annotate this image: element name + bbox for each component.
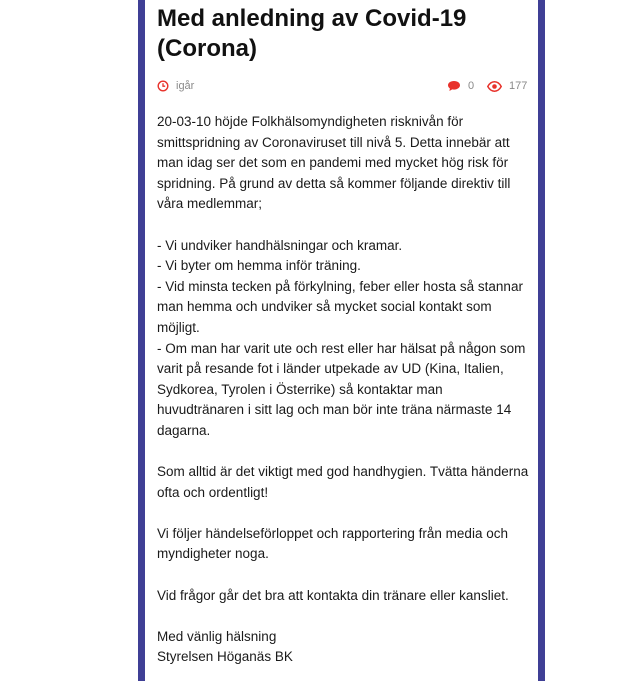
background-right: [545, 0, 640, 681]
chat-bubble-icon: [447, 80, 461, 92]
background-left: [0, 0, 138, 681]
directive-item: - Vid minsta tecken på förkylning, feber eller hosta så stannar man hemma och undviker så mycket social kontakt som möjligt.: [157, 278, 523, 335]
signature-greeting: Med vänlig hälsning: [157, 628, 277, 644]
comment-count: 0: [468, 80, 475, 92]
directive-item: - Vi undviker handhälsningar och kramar.: [157, 237, 403, 253]
frame-border-right: [538, 0, 545, 681]
paragraph-contact: [157, 586, 529, 607]
date-label: igår: [176, 80, 195, 92]
paragraph-directives: [157, 236, 529, 442]
article-meta: [157, 78, 528, 98]
paragraph-line: 20-03-10 höjde Folkhälsomyndigheten risknivån för smittspridning av Coronaviruset till nivå 5. Detta innebär att man idag ser det som en pandemi med mycket hög risk för spridning. På grund av detta så kommer följande direktiv till våra medlemmar;: [157, 114, 511, 212]
article-date: [157, 80, 194, 92]
paragraph-hygiene: [157, 462, 529, 503]
views-indicator: [487, 80, 527, 92]
article-title: Med anledning av Covid-19 (Corona): [157, 5, 467, 62]
eye-icon: [487, 81, 502, 92]
directive-item: - Om man har varit ute och rest eller har hälsat på någon som varit på resande fot i länder utpekade av UD (Kina, Italien, Sydkorea, Tyrolen i Österrike) så kontaktar man huvudtränaren i sitt lag och man bör inte träna närmaste 14 dagarna.: [157, 340, 526, 438]
paragraph-line: Vi följer händelseförloppet och rapportering från media och myndigheter noga.: [157, 525, 508, 562]
paragraph-signature: [157, 627, 529, 668]
article-card: [145, 0, 538, 681]
paragraph-line: Som alltid är det viktigt med god handhygien. Tvätta händerna ofta och ordentligt!: [157, 464, 529, 500]
article-body: [157, 112, 529, 681]
paragraph-intro: [157, 112, 529, 215]
view-count: 177: [509, 80, 528, 92]
signature-sender: Styrelsen Höganäs BK: [157, 649, 293, 665]
comments-link[interactable]: [447, 80, 474, 92]
clock-icon: [157, 80, 169, 92]
paragraph-monitoring: [157, 524, 529, 565]
frame-border-left: [138, 0, 145, 681]
directive-item: - Vi byter om hemma inför träning.: [157, 258, 361, 274]
paragraph-line: Vid frågor går det bra att kontakta din tränare eller kansliet.: [157, 587, 509, 603]
